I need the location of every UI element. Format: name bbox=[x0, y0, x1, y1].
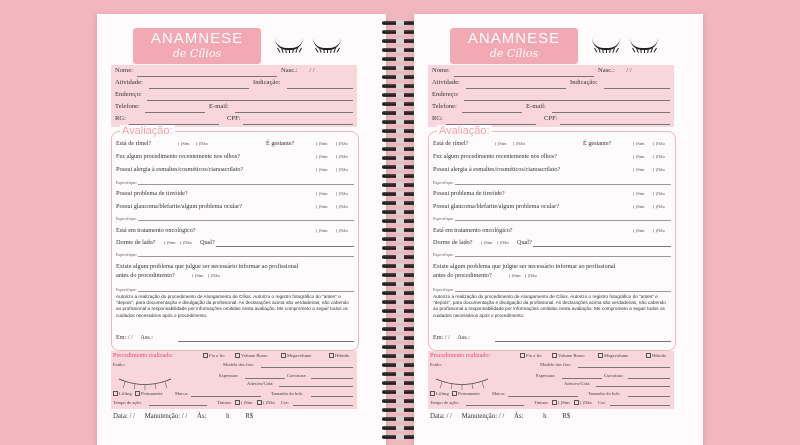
footer-row: Data: / / Manutenção: / / Às: h R$ bbox=[430, 413, 571, 420]
atividade-label: Atividade: bbox=[115, 79, 143, 86]
tintura-sim-checkbox[interactable] bbox=[552, 400, 557, 405]
q-existe-2: antes do procedimento? bbox=[116, 272, 175, 279]
endereco-field[interactable] bbox=[464, 100, 670, 101]
q-rimel: Está de rímel? bbox=[116, 140, 152, 147]
tamanho-field[interactable] bbox=[311, 396, 353, 397]
tintura-sim-checkbox[interactable] bbox=[235, 400, 240, 405]
lash-diagram-icon bbox=[434, 376, 490, 390]
tireoide-sim[interactable]: ( )Sim bbox=[316, 191, 328, 196]
especifique-field[interactable] bbox=[138, 291, 354, 292]
email-field[interactable] bbox=[235, 112, 353, 113]
q-oncologico: Está em tratamento oncológico? bbox=[116, 227, 196, 234]
assinatura-field[interactable] bbox=[178, 341, 354, 342]
identity-panel bbox=[111, 65, 357, 127]
nasc-date: / / bbox=[309, 67, 315, 74]
tireoide-nao[interactable]: ( )Não bbox=[336, 191, 348, 196]
q-glaucoma: Possui glaucoma/blefarite/algum problema ocular? bbox=[116, 203, 242, 210]
right-page bbox=[414, 14, 703, 445]
espessura-label: Espessura: bbox=[536, 373, 556, 378]
tempo-field[interactable] bbox=[149, 405, 207, 406]
alergia-nao[interactable]: ( )Não bbox=[336, 167, 348, 172]
q-dorme: Dorme de lado? bbox=[116, 239, 156, 246]
page-title: ANAMNESE bbox=[467, 30, 561, 47]
q-existe-2: antes do procedimento? bbox=[433, 272, 492, 279]
especifique-field[interactable] bbox=[138, 184, 354, 185]
tintura-nao-checkbox[interactable] bbox=[257, 400, 262, 405]
especifique-label: Especifique: bbox=[433, 180, 454, 185]
tamanho-field[interactable] bbox=[628, 396, 670, 397]
q-oncologico: Está em tratamento oncológico? bbox=[433, 227, 513, 234]
page-subtitle: de Cílios bbox=[489, 47, 539, 60]
especifique-label: Especifique: bbox=[433, 287, 454, 292]
q-existe-1: Existe algum problema que julgue ser necessário informar ao profissional bbox=[116, 263, 299, 270]
especifique-field[interactable] bbox=[138, 256, 354, 257]
email-label: E-mail: bbox=[209, 103, 229, 110]
espessura-field[interactable] bbox=[562, 378, 602, 379]
qual-field[interactable] bbox=[216, 246, 354, 247]
notebook-spread bbox=[97, 14, 703, 445]
onco-sim[interactable]: ( )Sim bbox=[633, 228, 645, 233]
indicacao-label: Indicação: bbox=[570, 79, 598, 86]
q-alergia: Possui alergia à esmaltes/cosméticos/cianoacrilato? bbox=[116, 166, 244, 173]
telefone-field[interactable] bbox=[145, 112, 205, 113]
indicacao-field[interactable] bbox=[287, 88, 353, 89]
page-title: ANAMNESE bbox=[150, 30, 244, 47]
adesivo-field[interactable] bbox=[279, 386, 353, 387]
q-alergia: Possui alergia à esmaltes/cosméticos/cianoacrilato? bbox=[433, 166, 561, 173]
tamanho-label: Tamanho do bob: bbox=[271, 391, 304, 396]
megavolume-checkbox[interactable] bbox=[598, 353, 603, 358]
volume-russo-checkbox[interactable] bbox=[552, 353, 557, 358]
tamanho-label: Tamanho do bob: bbox=[588, 391, 621, 396]
nome-field[interactable] bbox=[137, 76, 277, 77]
hibrido-checkbox[interactable] bbox=[329, 353, 334, 358]
eyelash-stroke bbox=[636, 48, 639, 53]
cor-label: Cor: bbox=[598, 400, 607, 405]
dorme-nao[interactable]: ( )Não bbox=[497, 240, 509, 245]
endereco-field[interactable] bbox=[147, 100, 353, 101]
espessura-label: Espessura: bbox=[219, 373, 239, 378]
cpf-field[interactable] bbox=[243, 124, 353, 125]
telefone-label: Telefone: bbox=[115, 103, 140, 110]
avaliacao-title: Avaliação: bbox=[122, 125, 173, 137]
lash-diagram-icon bbox=[117, 376, 173, 390]
cor-field[interactable] bbox=[610, 405, 670, 406]
onco-nao[interactable]: ( )Não bbox=[336, 228, 348, 233]
volume-russo-checkbox[interactable] bbox=[235, 353, 240, 358]
email-label: E-mail: bbox=[526, 103, 546, 110]
q-tireoide: Possui problema de tireóide? bbox=[433, 190, 505, 197]
eyelash-stroke bbox=[612, 48, 615, 53]
gestante-nao[interactable]: ( )Não bbox=[336, 141, 348, 146]
q-glaucoma: Possui glaucoma/blefarite/algum problema ocular? bbox=[433, 203, 559, 210]
lifting-checkbox[interactable] bbox=[430, 391, 435, 396]
especifique-field[interactable] bbox=[138, 220, 354, 221]
alergia-sim[interactable]: ( )Sim bbox=[633, 167, 645, 172]
estilo-label: Estilo: bbox=[113, 362, 125, 367]
nome-label: Nome: bbox=[115, 67, 133, 74]
curvatura-label: Curvatura: bbox=[287, 373, 307, 378]
identity-panel bbox=[428, 65, 674, 127]
closed-eyes-icon bbox=[275, 36, 355, 52]
atividade-field[interactable] bbox=[149, 88, 249, 89]
hibrido-checkbox[interactable] bbox=[646, 353, 651, 358]
eyelash-stroke bbox=[295, 48, 298, 53]
rimel-sim[interactable]: ( )Sim bbox=[178, 141, 190, 146]
q-tireoide: Possui problema de tireóide? bbox=[116, 190, 188, 197]
indicacao-field[interactable] bbox=[604, 88, 670, 89]
tireoide-sim[interactable]: ( )Sim bbox=[633, 191, 645, 196]
lifting-checkbox[interactable] bbox=[113, 391, 118, 396]
marca-field[interactable] bbox=[508, 396, 578, 397]
especifique-field[interactable] bbox=[455, 184, 671, 185]
eyelash-stroke bbox=[647, 48, 649, 53]
nasc-label: Nasc.: bbox=[281, 67, 298, 74]
q-gestante: É gestante? bbox=[583, 140, 612, 147]
espessura-field[interactable] bbox=[245, 378, 285, 379]
email-field[interactable] bbox=[552, 112, 670, 113]
adesivo-label: Adesivo/Cola: bbox=[564, 381, 591, 386]
q-rimel: Está de rímel? bbox=[433, 140, 469, 147]
megavolume-checkbox[interactable] bbox=[281, 353, 286, 358]
especifique-label: Especifique: bbox=[433, 252, 454, 257]
curvatura-field[interactable] bbox=[628, 378, 670, 379]
proc-nao[interactable]: ( )Não bbox=[653, 154, 665, 159]
eyelash-stroke bbox=[315, 48, 318, 53]
eyelash-stroke bbox=[319, 48, 322, 53]
page-subtitle: de Cílios bbox=[172, 47, 222, 60]
glaucoma-nao[interactable]: ( )Não bbox=[653, 204, 665, 209]
tempo-field[interactable] bbox=[466, 405, 524, 406]
onco-nao[interactable]: ( )Não bbox=[653, 228, 665, 233]
modelo-field[interactable] bbox=[578, 367, 670, 368]
avaliacao-title: Avaliação: bbox=[439, 125, 490, 137]
procedimento-panel: Procedimento realizado: Fio a fio Volume Russo Megavolume Híbrido Estilo: Modelo dos fios: Espessura: Curvatura: Adesivo/Cola: Lifting Permanente Marca: Tamanho do bob: Tempo de ação: Tintura: ( )Sim ( )Não Cor: bbox=[428, 351, 674, 409]
especifique-field[interactable] bbox=[455, 256, 671, 257]
rimel-nao[interactable]: ( )Não bbox=[196, 141, 208, 146]
tintura-label: Tintura: bbox=[534, 400, 549, 405]
existe-sim[interactable]: ( )Sim bbox=[509, 273, 521, 278]
telefone-label: Telefone: bbox=[432, 103, 457, 110]
closed-eyes-icon bbox=[592, 36, 672, 52]
modelo-label: Modelo dos fios: bbox=[540, 362, 572, 367]
cpf-label: CPF: bbox=[544, 115, 558, 122]
qual-label: Qual? bbox=[517, 239, 532, 246]
cpf-field[interactable] bbox=[560, 124, 670, 125]
dorme-nao[interactable]: ( )Não bbox=[180, 240, 192, 245]
alergia-nao[interactable]: ( )Não bbox=[653, 167, 665, 172]
qual-label: Qual? bbox=[200, 239, 215, 246]
eyelash-stroke bbox=[292, 48, 294, 53]
eyelash-stroke bbox=[606, 48, 607, 53]
glaucoma-sim[interactable]: ( )Sim bbox=[316, 204, 328, 209]
left-page bbox=[97, 14, 386, 445]
curvatura-label: Curvatura: bbox=[604, 373, 624, 378]
q-procedimento: Fez algum procedimento recentemente nos olhos? bbox=[116, 153, 240, 160]
indicacao-label: Indicação: bbox=[253, 79, 281, 86]
eyelash-stroke bbox=[327, 48, 328, 53]
estilo-label: Estilo: bbox=[430, 362, 442, 367]
dorme-sim[interactable]: ( )Sim bbox=[481, 240, 493, 245]
alergia-sim[interactable]: ( )Sim bbox=[316, 167, 328, 172]
marca-label: Marca: bbox=[175, 391, 189, 396]
eyelash-stroke bbox=[337, 48, 340, 53]
tintura-label: Tintura: bbox=[217, 400, 232, 405]
curvatura-field[interactable] bbox=[311, 378, 353, 379]
cor-field[interactable] bbox=[293, 405, 353, 406]
endereco-label: Endereço: bbox=[432, 91, 459, 98]
eyelash-stroke bbox=[289, 48, 290, 53]
especifique-label: Especifique: bbox=[116, 180, 137, 185]
gestante-sim[interactable]: ( )Sim bbox=[316, 141, 328, 146]
procedimento-title: Procedimento realizado: bbox=[430, 352, 491, 359]
nome-label: Nome: bbox=[432, 67, 450, 74]
q-dorme: Dorme de lado? bbox=[433, 239, 473, 246]
q-procedimento: Fez algum procedimento recentemente nos olhos? bbox=[433, 153, 557, 160]
glaucoma-nao[interactable]: ( )Não bbox=[336, 204, 348, 209]
assinatura-field[interactable] bbox=[495, 341, 671, 342]
especifique-field[interactable] bbox=[455, 220, 671, 221]
proc-sim[interactable]: ( )Sim bbox=[316, 154, 328, 159]
gestante-nao[interactable]: ( )Não bbox=[653, 141, 665, 146]
existe-nao[interactable]: ( )Não bbox=[208, 273, 220, 278]
tireoide-nao[interactable]: ( )Não bbox=[653, 191, 665, 196]
eyelash-stroke bbox=[594, 48, 597, 53]
tintura-nao-checkbox[interactable] bbox=[574, 400, 579, 405]
em-label: Em: / / Ass.: bbox=[433, 334, 470, 341]
title-banner bbox=[133, 28, 261, 64]
nasc-label: Nasc.: bbox=[598, 67, 615, 74]
atividade-label: Atividade: bbox=[432, 79, 460, 86]
qual-field[interactable] bbox=[533, 246, 671, 247]
marca-field[interactable] bbox=[191, 396, 261, 397]
especifique-label: Especifique: bbox=[433, 216, 454, 221]
tempo-label: Tempo de ação: bbox=[113, 400, 143, 405]
fio-checkbox[interactable] bbox=[520, 353, 525, 358]
cor-label: Cor: bbox=[281, 400, 290, 405]
eyelash-stroke bbox=[644, 48, 645, 53]
autorizo-text: Autorizo a realização do procedimento de Alongamento de Cílios. Autorizo o registro fotográfico do "antes" e "depois", para documentação e divulgação da profissional. As declarações acima são verdadeiras, não cabendo ao profissional a responsabilidade por informações omitidas nesta avaliação. Me comprometo a seguir todos os cuidados necessários após o procedimento. bbox=[116, 294, 349, 318]
autorizo-text: Autorizo a realização do procedimento de Alongamento de Cílios. Autorizo o registro fotográfico do "antes" e "depois", para documentação e divulgação da profissional. As declarações acima são verdadeiras, não cabendo ao profissional a responsabilidade por informações omitidas nesta avaliação. Me comprometo a seguir todos os cuidados necessários após o procedimento. bbox=[433, 294, 666, 318]
eyelash-stroke bbox=[632, 48, 635, 53]
existe-sim[interactable]: ( )Sim bbox=[192, 273, 204, 278]
em-label: Em: / / Ass.: bbox=[116, 334, 153, 341]
proc-sim[interactable]: ( )Sim bbox=[633, 154, 645, 159]
eyelash-stroke bbox=[654, 48, 657, 53]
permanente-checkbox[interactable] bbox=[452, 391, 457, 396]
eyelash-stroke bbox=[323, 48, 325, 53]
q-existe-1: Existe algum problema que julgue ser necessário informar ao profissional bbox=[433, 263, 616, 270]
rg-label: RG: bbox=[432, 115, 443, 122]
especifique-field[interactable] bbox=[455, 291, 671, 292]
title-banner bbox=[450, 28, 578, 64]
dorme-sim[interactable]: ( )Sim bbox=[164, 240, 176, 245]
eyelash-stroke bbox=[330, 48, 332, 53]
eyelash-stroke bbox=[602, 48, 604, 53]
permanente-checkbox[interactable] bbox=[135, 391, 140, 396]
nome-field[interactable] bbox=[454, 76, 594, 77]
cpf-label: CPF: bbox=[227, 115, 241, 122]
modelo-field[interactable] bbox=[261, 367, 353, 368]
especifique-label: Especifique: bbox=[116, 216, 137, 221]
atividade-field[interactable] bbox=[466, 88, 566, 89]
onco-sim[interactable]: ( )Sim bbox=[316, 228, 328, 233]
adesivo-field[interactable] bbox=[596, 386, 670, 387]
marca-label: Marca: bbox=[492, 391, 506, 396]
adesivo-label: Adesivo/Cola: bbox=[247, 381, 274, 386]
endereco-label: Endereço: bbox=[115, 91, 142, 98]
nasc-date: / / bbox=[626, 67, 632, 74]
fio-checkbox[interactable] bbox=[203, 353, 208, 358]
gestante-sim[interactable]: ( )Sim bbox=[633, 141, 645, 146]
telefone-field[interactable] bbox=[462, 112, 522, 113]
eyelash-stroke bbox=[640, 48, 642, 53]
q-gestante: É gestante? bbox=[266, 140, 295, 147]
eyelash-stroke bbox=[333, 48, 336, 53]
proc-nao[interactable]: ( )Não bbox=[336, 154, 348, 159]
modelo-label: Modelo dos fios: bbox=[223, 362, 255, 367]
footer-row: Data: / / Manutenção: / / Às: h R$ bbox=[113, 413, 254, 420]
rimel-sim[interactable]: ( )Sim bbox=[495, 141, 507, 146]
glaucoma-sim[interactable]: ( )Sim bbox=[633, 204, 645, 209]
eyelash-stroke bbox=[650, 48, 653, 53]
eyelash-stroke bbox=[609, 48, 611, 53]
eyelash-stroke bbox=[616, 48, 619, 53]
rimel-nao[interactable]: ( )Não bbox=[513, 141, 525, 146]
eyelash-stroke bbox=[285, 48, 287, 53]
existe-nao[interactable]: ( )Não bbox=[525, 273, 537, 278]
avaliacao-section bbox=[428, 125, 676, 351]
procedimento-panel: Procedimento realizado: Fio a fio Volume Russo Megavolume Híbrido Estilo: Modelo dos fios: Espessura: Curvatura: Adesivo/Cola: Lifting Permanente Marca: Tamanho do bob: Tempo de ação: Tintura: ( )Sim ( )Não Cor: bbox=[111, 351, 357, 409]
eyelash-stroke bbox=[299, 48, 302, 53]
procedimento-title: Procedimento realizado: bbox=[113, 352, 174, 359]
especifique-label: Especifique: bbox=[116, 252, 137, 257]
eyelash-stroke bbox=[277, 48, 280, 53]
avaliacao-section bbox=[111, 125, 359, 351]
tempo-label: Tempo de ação: bbox=[430, 400, 460, 405]
eyelash-stroke bbox=[598, 48, 601, 53]
eyelash-stroke bbox=[281, 48, 284, 53]
rg-label: RG: bbox=[115, 115, 126, 122]
especifique-label: Especifique: bbox=[116, 287, 137, 292]
